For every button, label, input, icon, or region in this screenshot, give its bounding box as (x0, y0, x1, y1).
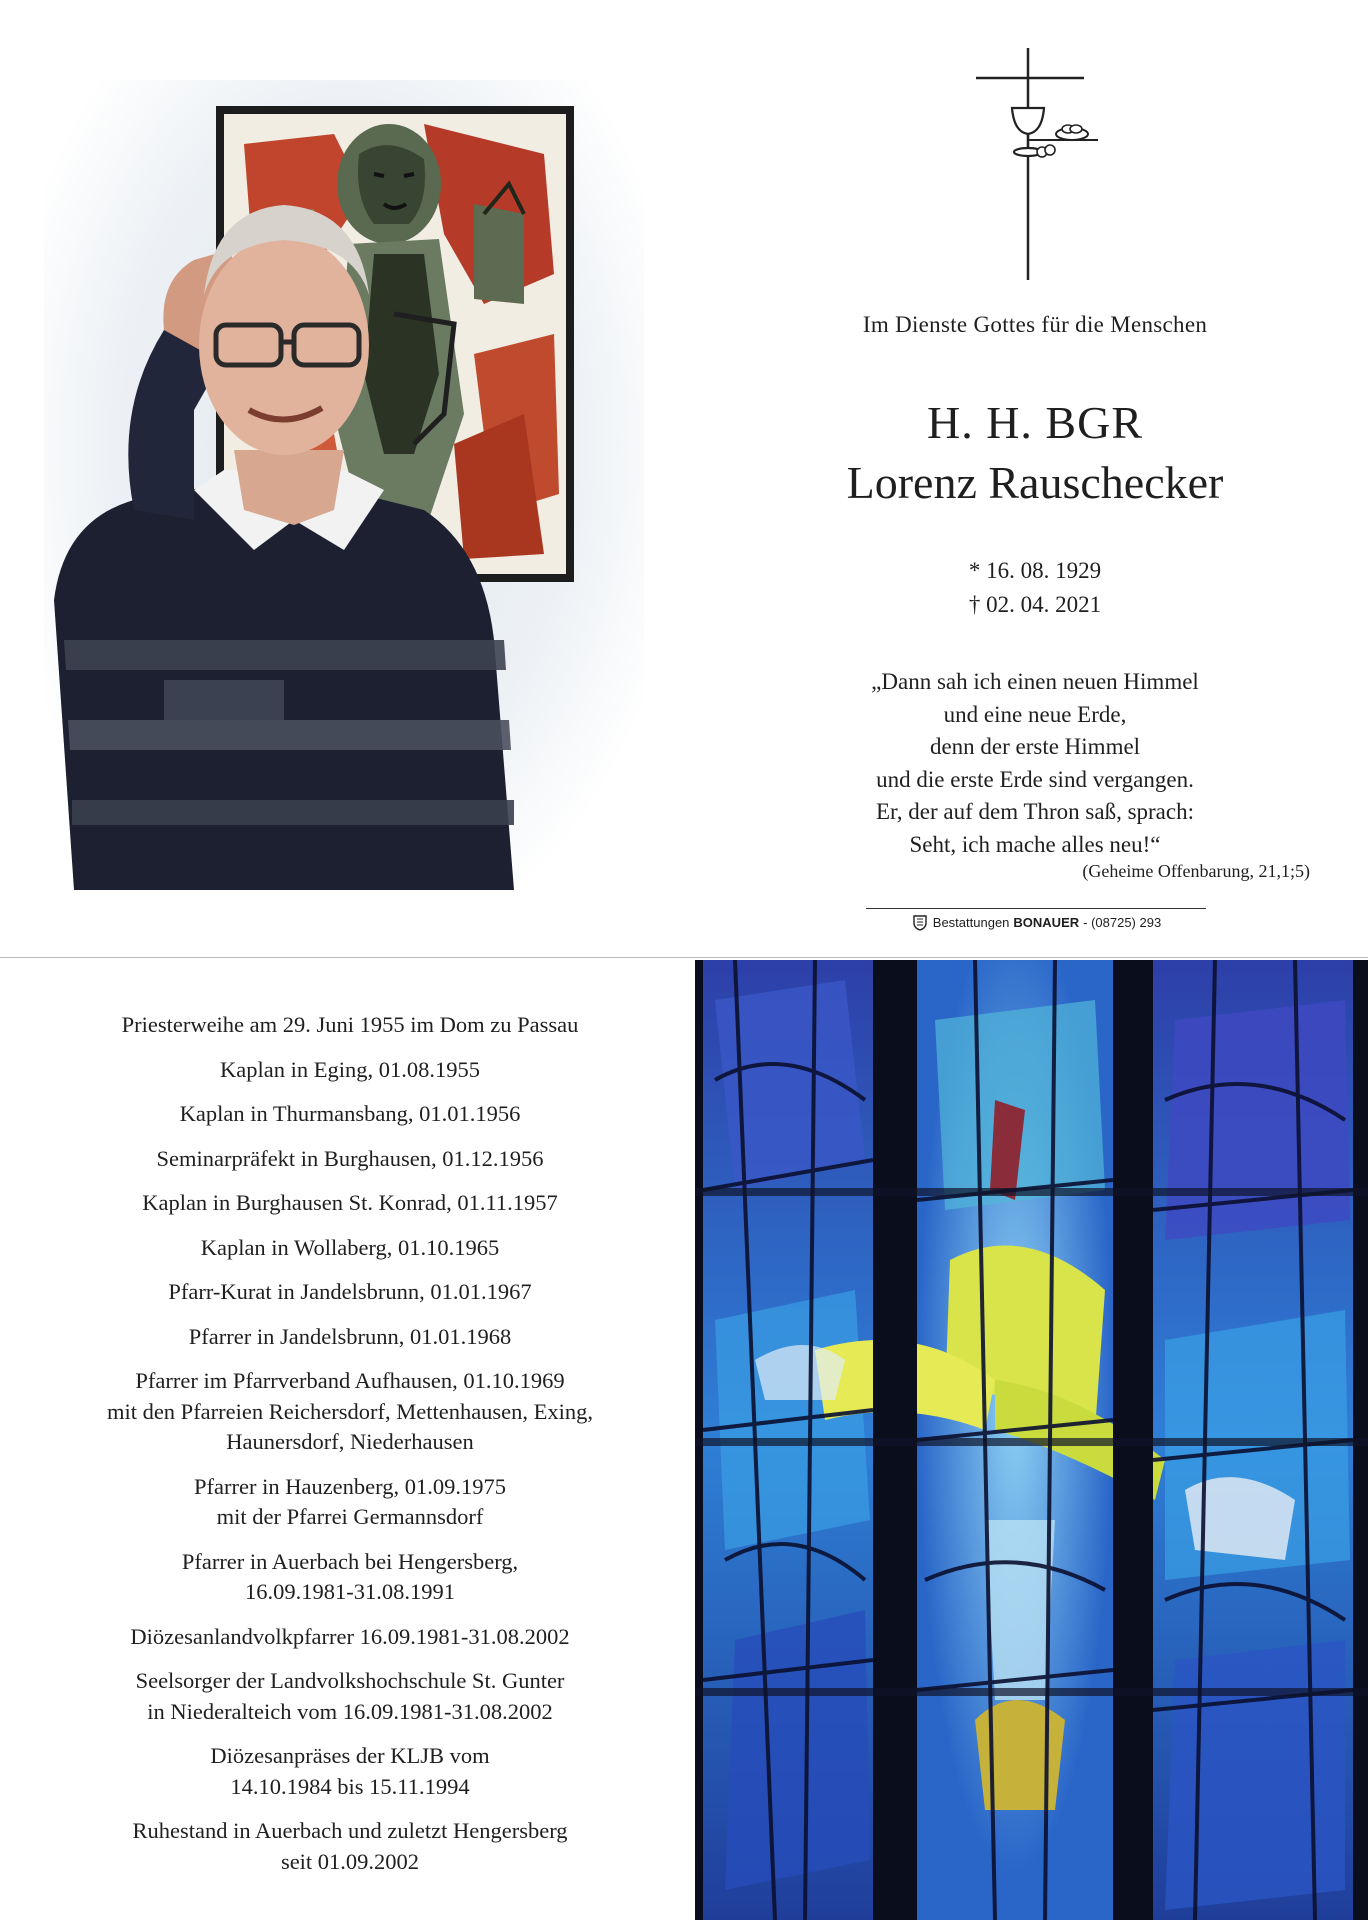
quote-source: (Geheime Offenbarung, 21,1;5) (1082, 861, 1310, 881)
bio-line: in Niederalteich vom 16.09.1981-31.08.2002 (147, 1698, 553, 1724)
bio-line: Diözesanpräses der KLJB vom (210, 1743, 490, 1768)
quote-line: und die erste Erde sind vergangen. (876, 766, 1194, 792)
bio-entry (30, 1547, 670, 1608)
undertaker-phone: - (08725) 293 (1083, 914, 1162, 930)
bible-quote (720, 666, 1350, 861)
fold-divider (0, 957, 1368, 958)
bio-line: mit den Pfarreien Reichersdorf, Mettenhausen, Exing, (106, 1398, 594, 1424)
bio-line: Kaplan in Thurmansbang, 01.01.1956 (179, 1101, 521, 1126)
undertaker-prefix: Bestattungen (932, 914, 1010, 930)
bio-line: Pfarrer in Hauzenberg, 01.09.1975 (194, 1473, 506, 1499)
deceased-name: Lorenz Rauschecker (846, 457, 1224, 508)
bio-line: Seelsorger der Landvolkshochschule St. Gunter (135, 1668, 565, 1693)
biography (30, 1010, 670, 1891)
bio-line: 14.10.1984 bis 15.11.1994 (230, 1773, 470, 1799)
quote-line: „Dann sah ich einen neuen Himmel (871, 669, 1199, 694)
bio-line: mit der Pfarrei Germannsdorf (216, 1504, 484, 1529)
bio-entry (30, 1277, 670, 1308)
quote-line: Er, der auf dem Thron saß, sprach: (876, 799, 1194, 824)
bio-entry (30, 1055, 670, 1086)
bio-entry (30, 1322, 670, 1353)
bio-line: seit 01.09.2002 (280, 1848, 420, 1874)
bio-entry (30, 1622, 670, 1653)
bio-line: Pfarrer in Jandelsbrunn, 01.01.1968 (188, 1323, 512, 1349)
bio-line: Kaplan in Eging, 01.08.1955 (220, 1056, 480, 1082)
bio-entry (30, 1233, 670, 1264)
portrait-photo (44, 80, 644, 890)
stained-glass-window (695, 960, 1368, 1920)
quote-line: und eine neue Erde, (943, 701, 1127, 727)
bio-line: Priesterweihe am 29. Juni 1955 im Dom zu Passau (121, 1012, 579, 1037)
quote-line: Seht, ich mache alles neu!“ (909, 831, 1161, 857)
undertaker-name: BONAUER (1013, 914, 1080, 930)
undertaker-logo-icon (911, 913, 929, 931)
undertaker-imprint (866, 908, 1206, 933)
bio-entry (30, 1010, 670, 1041)
bio-line: Pfarrer in Auerbach bei Hengersberg, (181, 1548, 519, 1574)
bio-entry (30, 1144, 670, 1175)
motto: Im Dienste Gottes für die Menschen (862, 312, 1208, 337)
bio-entry (30, 1366, 670, 1458)
bio-line: Kaplan in Wollaberg, 01.10.1965 (200, 1234, 500, 1260)
quote-line: denn der erste Himmel (929, 734, 1141, 759)
bio-line: Pfarrer im Pfarrverband Aufhausen, 01.10.1969 (135, 1368, 565, 1393)
bio-line: Diözesanlandvolkpfarrer 16.09.1981-31.08.2002 (130, 1623, 570, 1649)
cross-chalice-icon (970, 48, 1110, 288)
bio-entry (30, 1188, 670, 1219)
death-date: † 02. 04. 2021 (968, 592, 1102, 617)
bio-entry (30, 1099, 670, 1130)
bio-entry (30, 1816, 670, 1877)
deceased-title: H. H. BGR (926, 397, 1144, 448)
birth-date: * 16. 08. 1929 (968, 558, 1102, 583)
bio-line: Ruhestand in Auerbach und zuletzt Hengersberg (132, 1818, 568, 1843)
bio-line: Seminarpräfekt in Burghausen, 01.12.1956 (156, 1145, 544, 1171)
bio-entry (30, 1741, 670, 1802)
bio-line: Kaplan in Burghausen St. Konrad, 01.11.1957 (142, 1190, 558, 1215)
bio-line: 16.09.1981-31.08.1991 (245, 1579, 455, 1604)
bio-line: Haunersdorf, Niederhausen (226, 1429, 474, 1454)
bio-entry (30, 1472, 670, 1533)
bio-line: Pfarr-Kurat in Jandelsbrunn, 01.01.1967 (168, 1279, 532, 1304)
man-portrait (44, 80, 644, 890)
bio-entry (30, 1666, 670, 1727)
